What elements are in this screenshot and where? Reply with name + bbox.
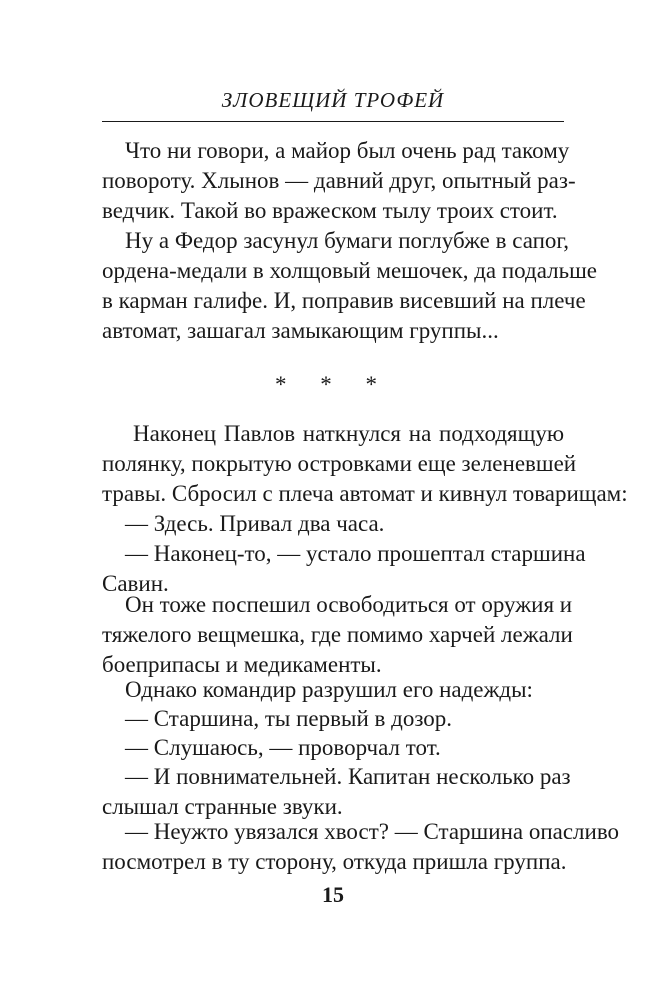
paragraph-4 bbox=[102, 509, 564, 539]
text-line: автомат, зашагал замыкающим группы... bbox=[102, 318, 499, 343]
text-line: Ну а Федор засунул бумаги поглубже в сапог, bbox=[102, 228, 570, 253]
header-rule bbox=[102, 121, 564, 122]
paragraph-7 bbox=[102, 675, 564, 705]
text-line: Однако командир разрушил его надежды: bbox=[102, 677, 533, 702]
text-line: Наконец Павлов наткнулся на подходящую bbox=[102, 421, 564, 446]
text-line: — Наконец-то, — устало прошептал старшина bbox=[102, 541, 586, 566]
text-line: ведчик. Такой во вражеском тылу троих стоит. bbox=[102, 198, 558, 223]
paragraph-9 bbox=[102, 733, 564, 763]
text-line: — Старшина, ты первый в дозор. bbox=[102, 706, 453, 731]
text-line: — Слушаюсь, — проворчал тот. bbox=[102, 735, 441, 760]
text-line: тяжелого вещмешка, где помимо харчей лежали bbox=[102, 622, 573, 647]
text-line: Савин. bbox=[102, 571, 169, 596]
text-line: повороту. Хлынов — давний друг, опытный раз- bbox=[102, 168, 576, 193]
text-line: слышал странные звуки. bbox=[102, 794, 343, 819]
paragraph-2 bbox=[102, 226, 598, 346]
text-line: боеприпасы и медикаменты. bbox=[102, 652, 382, 677]
text-line: ордена-медали в холщовый мешочек, да подальше bbox=[102, 258, 598, 283]
text-line: травы. Сбросил с плеча автомат и кивнул товарищам: bbox=[102, 481, 628, 506]
text-line: — Неужто увязался хвост? — Старшина опасливо bbox=[102, 819, 620, 844]
paragraph-3 bbox=[102, 419, 628, 509]
paragraph-10 bbox=[102, 762, 571, 822]
running-header: ЗЛОВЕЩИЙ ТРОФЕЙ bbox=[221, 88, 445, 112]
text-line: в карман галифе. И, поправив висевший на плече bbox=[102, 288, 586, 313]
paragraph-11 bbox=[102, 817, 620, 877]
text-line: посмотрел в ту сторону, откуда пришла группа. bbox=[102, 849, 567, 874]
text-line: полянку, покрытую островками еще зеленевшей bbox=[102, 451, 577, 476]
text-line: — И повнимательней. Капитан несколько раз bbox=[102, 764, 571, 789]
text-line: Что ни говори, а майор был очень рад такому bbox=[102, 138, 570, 163]
text-line: — Здесь. Привал два часа. bbox=[102, 511, 385, 536]
paragraph-8 bbox=[102, 704, 564, 734]
paragraph-1 bbox=[102, 136, 576, 226]
section-separator: * * * bbox=[275, 372, 391, 397]
page-number: 15 bbox=[322, 882, 344, 907]
paragraph-6 bbox=[102, 590, 573, 680]
text-line: Он тоже поспешил освободиться от оружия и bbox=[102, 592, 573, 617]
